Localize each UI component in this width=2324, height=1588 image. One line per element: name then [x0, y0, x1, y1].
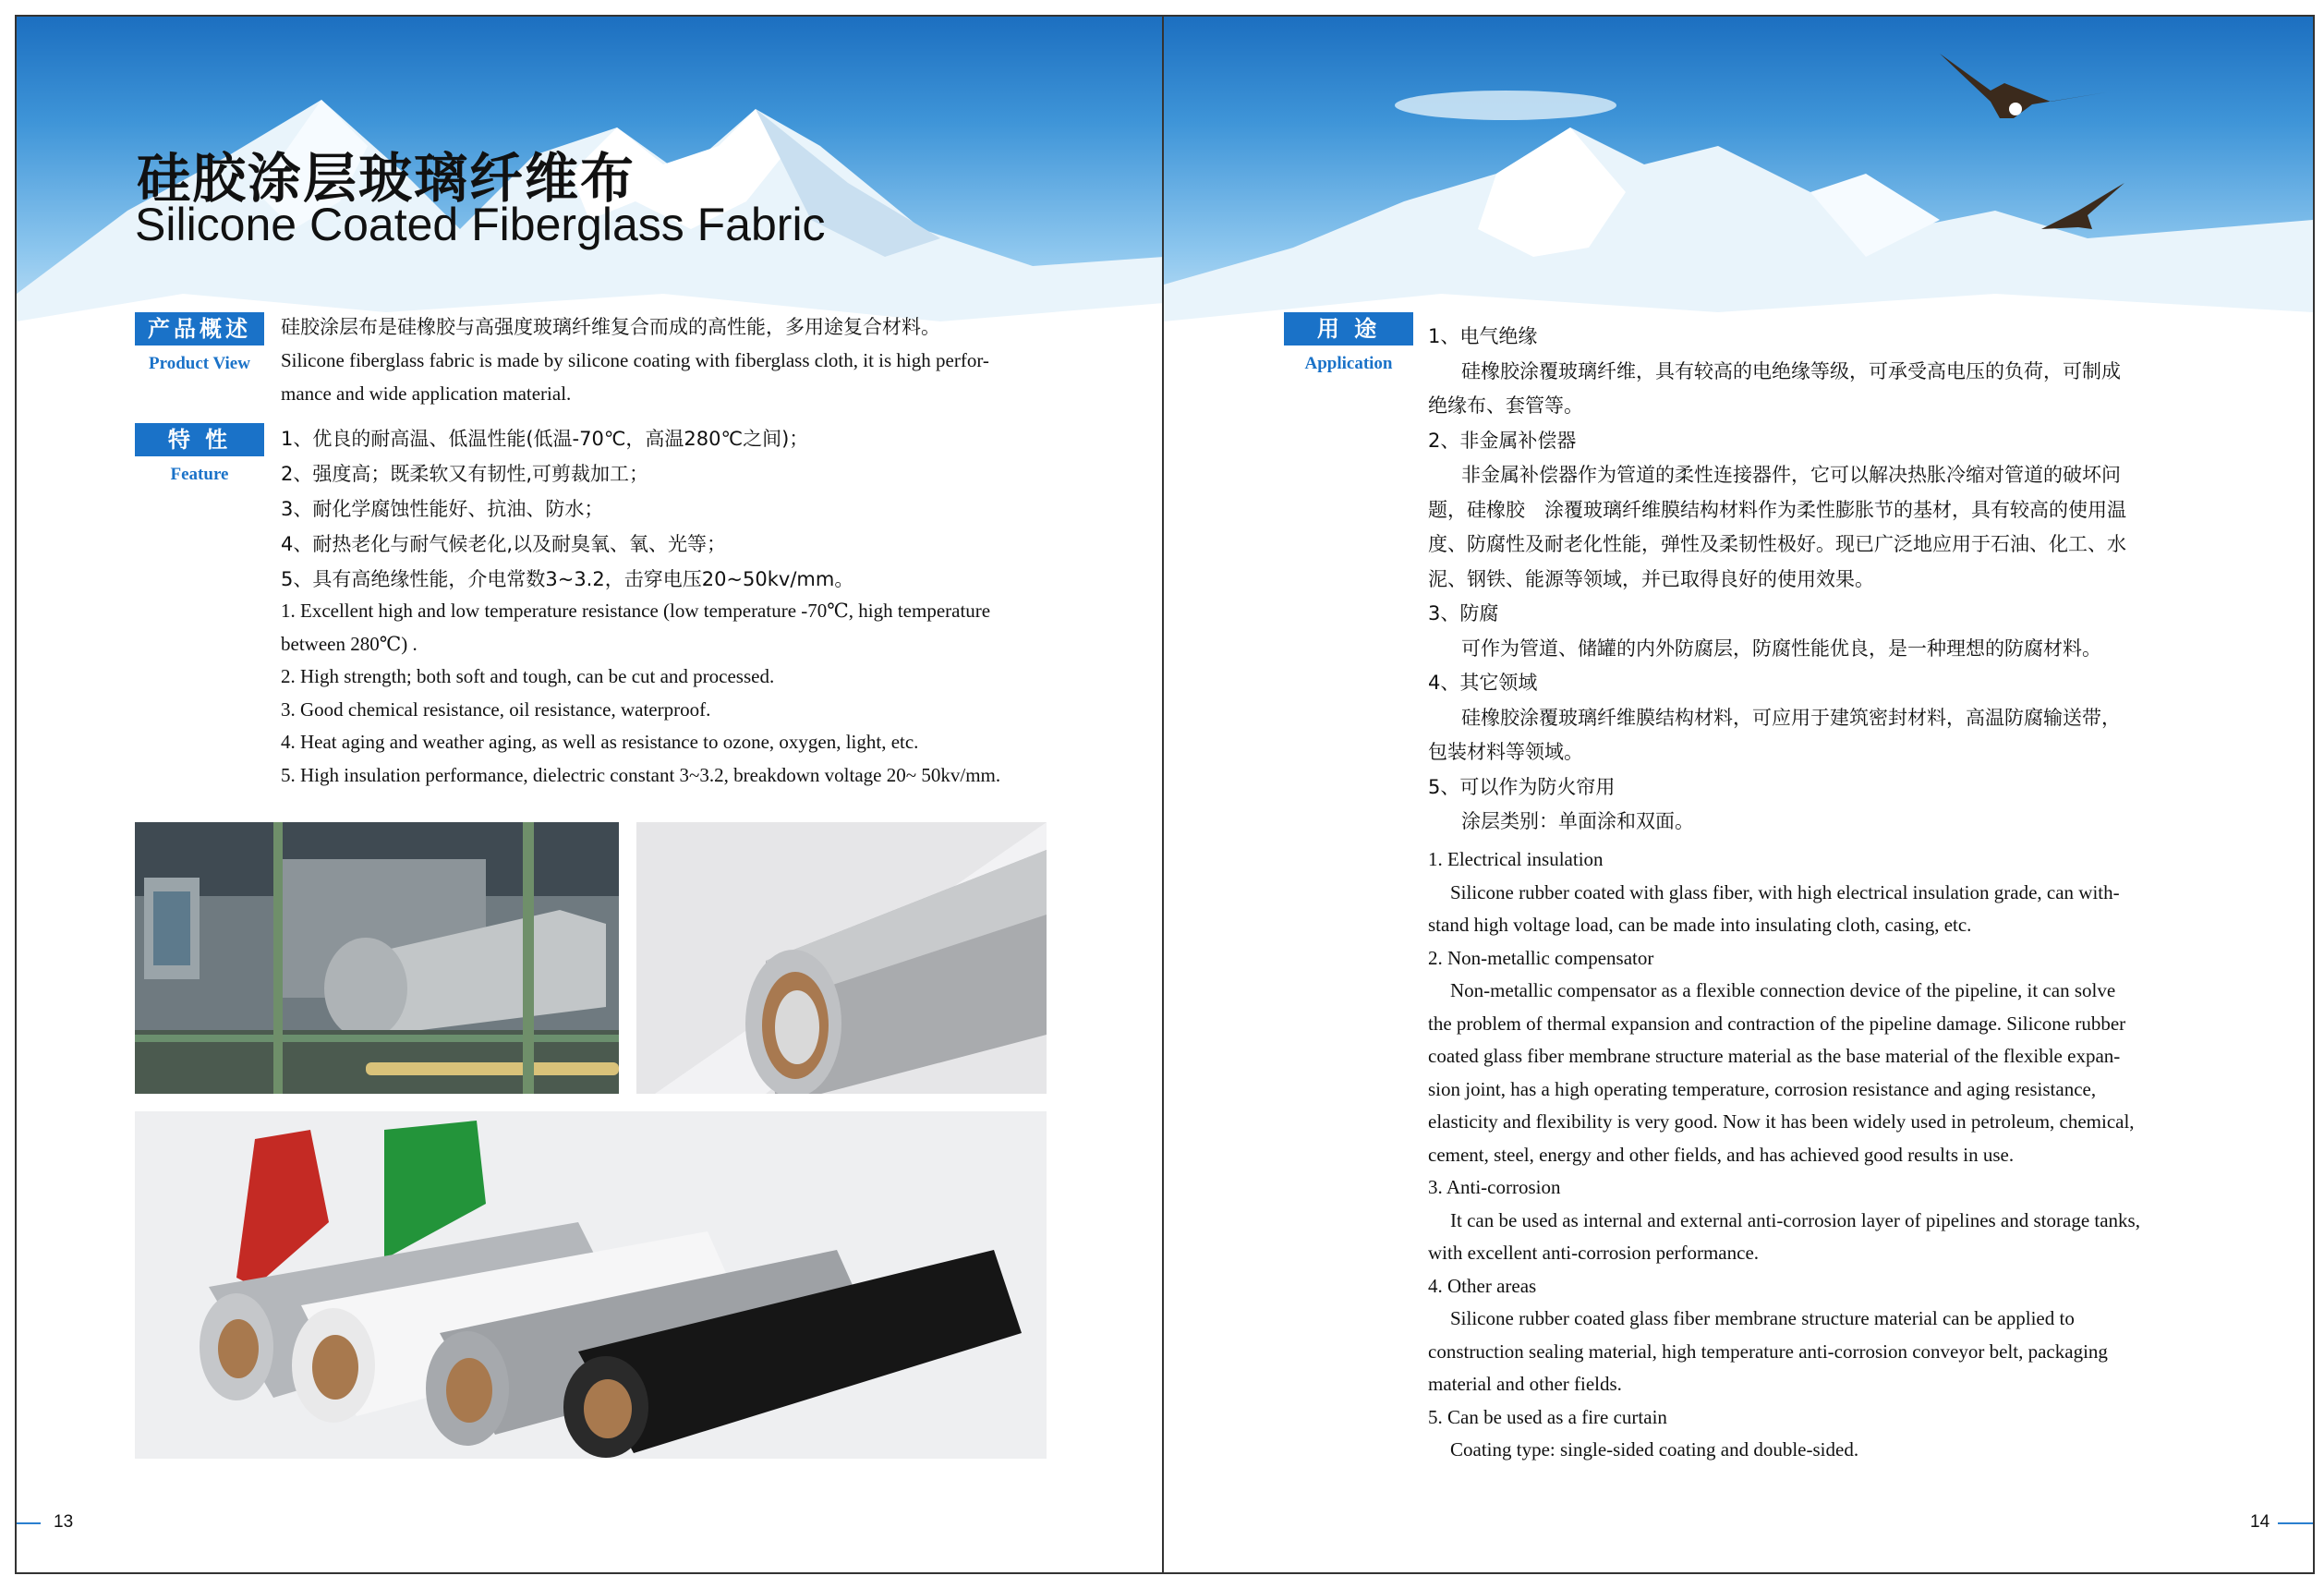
page-number: 14	[2250, 1512, 2270, 1532]
application-line-cn: 绝缘布、套管等。	[1428, 394, 1583, 417]
application-line-cn: 泥、钢铁、能源等领域，并已取得良好的使用效果。	[1428, 567, 1874, 590]
product-view-text-en-1: Silicone fiberglass fabric is made by silicone coating with fiberglass cloth, it is high perfor-	[281, 349, 989, 371]
application-line-en: stand high voltage load, can be made into insulating cloth, casing, etc.	[1428, 914, 1972, 936]
feature-label: 特 性	[135, 423, 264, 456]
application-line-cn: 硅橡胶涂覆玻璃纤维，具有较高的电绝缘等级，可承受高电压的负荷，可制成	[1461, 359, 2121, 382]
application-line-en: elasticity and flexibility is very good. Now it has been widely used in petroleum, chemical,	[1428, 1110, 2135, 1133]
application-line-cn: 题，硅橡胶 涂覆玻璃纤维膜结构材料作为柔性膨胀节的基材，具有较高的使用温	[1428, 498, 2126, 521]
page-number-rule	[2278, 1522, 2315, 1524]
product-view-text	[281, 310, 1094, 410]
application-line-cn: 3、防腐	[1428, 602, 1499, 624]
application-line-cn: 可作为管道、储罐的内外防腐层，防腐性能优良，是一种理想的防腐材料。	[1461, 636, 2101, 660]
application-line-cn: 包装材料等领域。	[1428, 741, 1583, 763]
feature-item-cn: 2、强度高；既柔软又有韧性,可剪裁加工；	[281, 463, 649, 485]
application-line-en: material and other fields.	[1428, 1373, 1622, 1395]
feature-item-cn: 1、优良的耐高温、低温性能(低温-70℃，高温280℃之间)；	[281, 428, 809, 450]
page-number-rule	[15, 1522, 41, 1524]
application-line-en: 3. Anti-corrosion	[1428, 1176, 1561, 1198]
application-line-en: 2. Non-metallic compensator	[1428, 946, 1654, 969]
product-view-label: 产品概述	[135, 312, 264, 345]
feature-item-cn: 5、具有高绝缘性能，介电常数3~3.2，击穿电压20~50kv/mm。	[281, 568, 854, 590]
product-view-text-cn: 硅胶涂层布是硅橡胶与高强度玻璃纤维复合而成的高性能，多用途复合材料。	[281, 316, 940, 338]
application-line-cn: 5、可以作为防火帘用	[1428, 775, 1616, 798]
application-line-en: the problem of thermal expansion and contraction of the pipeline damage. Silicone rubber	[1428, 1012, 2126, 1035]
feature-label-en: Feature	[170, 465, 229, 484]
application-line-en: 1. Electrical insulation	[1428, 848, 1604, 870]
application-line-en: Non-metallic compensator as a flexible connection device of the pipeline, it can solve	[1450, 979, 2116, 1001]
application-label: 用 途	[1284, 312, 1413, 345]
feature-item-en: 3. Good chemical resistance, oil resistance, waterproof.	[281, 697, 711, 721]
application-line-cn: 度、防腐性及耐老化性能，弹性及柔韧性极好。现已广泛地应用于石油、化工、水	[1428, 533, 2126, 555]
application-line-en: cement, steel, energy and other fields, and has achieved good results in use.	[1428, 1143, 2015, 1166]
right-page	[1162, 15, 2315, 1574]
application-line-en: Silicone rubber coated with glass fiber, with high electrical insulation grade, can with-	[1450, 880, 2120, 903]
feature-list-en	[281, 595, 1094, 792]
application-list-en	[1428, 843, 2195, 1467]
application-line-en: 4. Other areas	[1428, 1274, 1537, 1297]
feature-item-en: 1. Excellent high and low temperature resistance (low temperature -70℃, high temperature	[281, 600, 991, 622]
application-line-en: sion joint, has a high operating temperature, corrosion resistance and aging resistance,	[1428, 1077, 2097, 1100]
product-view-label-en: Product View	[149, 354, 250, 373]
application-line-en: 5. Can be used as a fire curtain	[1428, 1405, 1667, 1428]
application-line-cn: 4、其它领域	[1428, 672, 1538, 694]
application-line-en: It can be used as internal and external anti-corrosion layer of pipelines and storage tanks,	[1450, 1208, 2140, 1231]
product-view-text-en-2: mance and wide application material.	[281, 382, 572, 405]
application-line-en: Coating type: single-sided coating and double-sided.	[1450, 1438, 1859, 1461]
application-label-en: Application	[1304, 354, 1393, 373]
feature-item-en: 2. High strength; both soft and tough, can be cut and processed.	[281, 665, 775, 687]
application-line-cn: 2、非金属补偿器	[1428, 429, 1577, 452]
feature-item-cn: 4、耐热老化与耐气候老化,以及耐臭氧、氧、光等；	[281, 533, 727, 555]
page-title-cn: 硅胶涂层玻璃纤维布	[137, 147, 636, 210]
application-line-cn: 1、电气绝缘	[1428, 325, 1538, 347]
application-list-cn	[1428, 320, 2195, 840]
application-line-en: coated glass fiber membrane structure material as the base material of the flexible expan-	[1428, 1045, 2121, 1067]
colored-rolls-photo	[135, 1111, 1047, 1459]
feature-list-cn	[281, 421, 1094, 597]
application-line-cn: 涂层类别：单面涂和双面。	[1461, 810, 1694, 832]
left-page	[15, 15, 1164, 1574]
silver-roll-photo	[636, 822, 1047, 1094]
installation-photo	[135, 822, 619, 1094]
application-line-cn: 硅橡胶涂覆玻璃纤维膜结构材料，可应用于建筑密封材料，高温防腐输送带，	[1461, 706, 2121, 729]
application-line-cn: 非金属补偿器作为管道的柔性连接器件，它可以解决热胀冷缩对管道的破坏问	[1461, 464, 2121, 486]
feature-item-en: between 280℃) .	[281, 632, 418, 655]
feature-item-en: 5. High insulation performance, dielectric constant 3~3.2, breakdown voltage 20~ 50kv/mm.	[281, 763, 1001, 786]
application-line-en: Silicone rubber coated glass fiber membrane structure material can be applied to	[1450, 1307, 2075, 1329]
page-number: 13	[54, 1512, 74, 1532]
application-line-en: construction sealing material, high temperature anti-corrosion conveyor belt, packaging	[1428, 1339, 2108, 1363]
feature-item-cn: 3、耐化学腐蚀性能好、抗油、防水；	[281, 498, 604, 520]
page-title-en: Silicone Coated Fiberglass Fabric	[135, 199, 826, 250]
feature-item-en: 4. Heat aging and weather aging, as well as resistance to ozone, oxygen, light, etc.	[281, 731, 919, 753]
application-line-en: with excellent anti-corrosion performance.	[1428, 1242, 1760, 1264]
